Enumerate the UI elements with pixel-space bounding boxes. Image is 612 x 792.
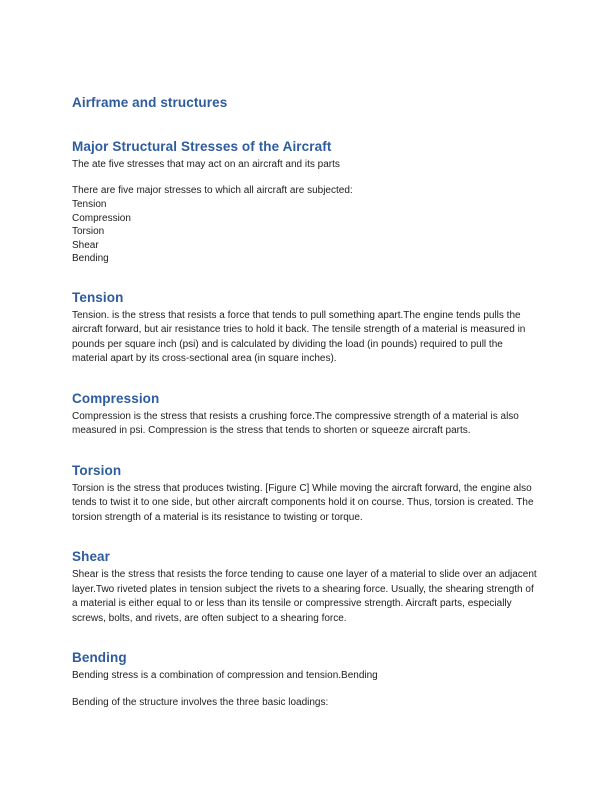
intro-subtitle: The ate five stresses that may act on an aircraft and its parts [72, 159, 340, 170]
section-heading-compression: Compression [72, 390, 160, 406]
section-heading-tension: Tension [72, 289, 124, 305]
stress-list-item-torsion: Torsion [72, 226, 105, 237]
section-paragraph: Torsion is the stress that produces twisting. [Figure C] While moving the aircraft forward, the engine also tends to twist it to one side, but other aircraft components hold it on course. Thus, torsion is created. The torsion strength of a material is its resistance to twisting or torque. [72, 482, 534, 523]
section-shear [72, 549, 540, 626]
stress-list-item-shear: Shear [72, 239, 99, 251]
section-paragraph: Shear is the stress that resists the force tending to cause one layer of a material to slide over an adjacent layer.Two riveted plates in tension subject the rivets to a shearing force. Usually, the shearing strength of a material is either equal to or less than its tensile or compressive strength. Aircraft parts, especially screws, bolts, and rivets, are often subject to a shearing force. [72, 569, 537, 624]
section-paragraph: Bending stress is a combination of compression and tension.Bending [72, 670, 378, 681]
stress-list-intro: There are five major stresses to which all aircraft are subjected: [72, 184, 353, 196]
section-tension [72, 290, 540, 367]
section-paragraph: Tension. is the stress that resists a force that tends to pull something apart.The engine tends pulls the aircraft forward, but air resistance tries to hold it back. The tensile strength of a material is measured in pounds per square inch (psi) and is calculated by dividing the load (in pounds) required to pull the material apart by its cross-sectional area (in square inches). [72, 309, 526, 364]
stress-list-item-tension: Tension [72, 199, 107, 210]
section-heading-major-structural-stresses: Major Structural Stresses of the Aircraft [72, 139, 332, 154]
section-bending [72, 650, 540, 710]
section-compression [72, 391, 540, 439]
section-heading-shear: Shear [72, 549, 111, 564]
section-heading-torsion: Torsion [72, 462, 122, 478]
stress-list-item-bending: Bending [72, 253, 109, 264]
section-paragraph: Bending of the structure involves the three basic loadings: [72, 696, 329, 708]
stress-list-item-compression: Compression [72, 212, 131, 224]
section-heading-bending: Bending [72, 650, 127, 665]
section-torsion [72, 463, 540, 526]
section-paragraph: Compression is the stress that resists a crushing force.The compressive strength of a material is also measured in psi. Compression is the stress that tends to shorten or squeeze aircraft parts. [72, 410, 519, 436]
document-title: Airframe and structures [72, 95, 228, 110]
